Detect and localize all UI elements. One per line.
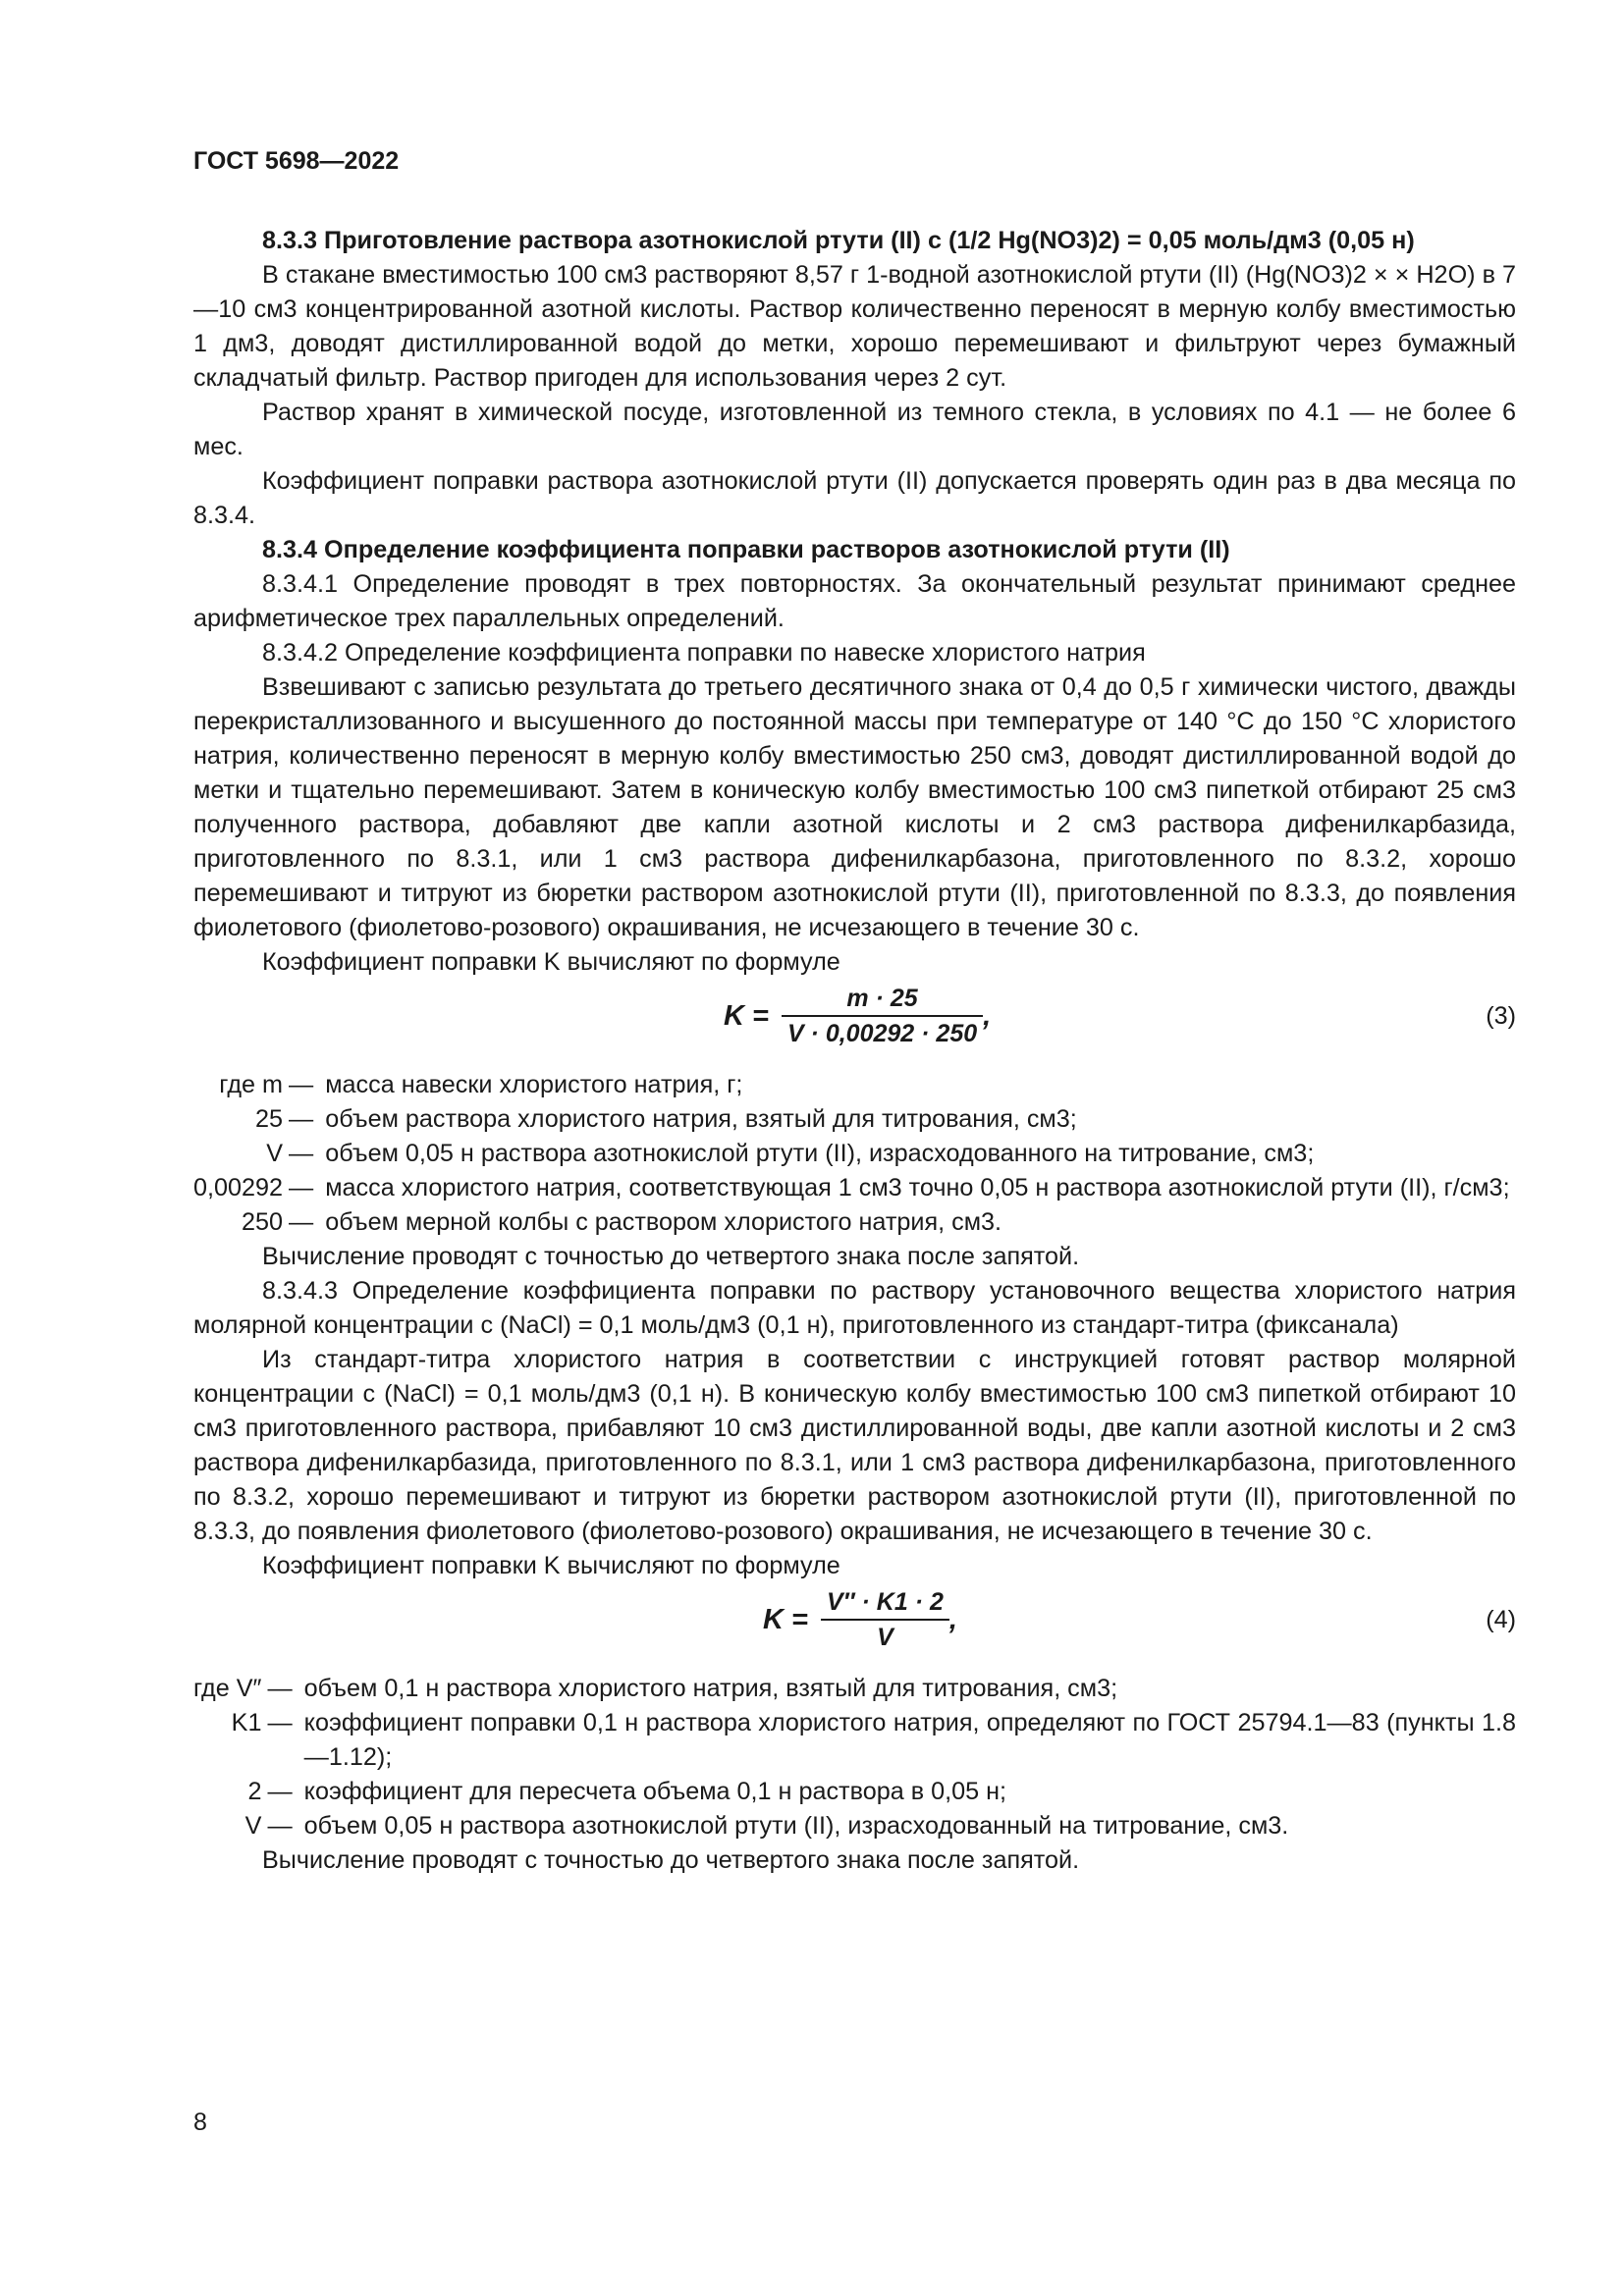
section-833-title — [193, 224, 1516, 258]
legend-dash: — — [267, 1778, 293, 1805]
legend-row — [193, 1205, 1510, 1240]
section-833-para-1: В стакане вместимостью 100 см3 растворяют 8,57 г 1-водной азотнокислой ртути (II) (Hg(NO3)2 × × H2O) в 7—10 см3 концентрированной азотной кислоты. Раствор количественно переносят в мерную колбу вместимостью 1 дм3, доводят дистиллированной водой до метки, хорошо перемешивают и фильтруют через бумажный складчатый фильтр. Раствор пригоден для использования через 2 сут. — [193, 261, 1516, 392]
legend-dash: — — [289, 1208, 314, 1236]
formula-4-legend — [193, 1672, 1516, 1843]
precision-note-2: Вычисление проводят с точностью до четвертого знака после запятой. — [262, 1846, 1080, 1874]
legend-symbol: 250 — [242, 1208, 284, 1236]
legend-row — [193, 1809, 1516, 1843]
legend-symbol: V — [266, 1140, 284, 1167]
section-8342-title: 8.3.4.2 Определение коэффициента поправки по навеске хлористого натрия — [262, 639, 1146, 667]
formula-4-intro: Коэффициент поправки K вычисляют по формуле — [262, 1552, 840, 1579]
formula-3-fraction — [782, 984, 983, 1048]
formula-4-numerator: V″ · K1 · 2 — [821, 1587, 949, 1621]
formula-3 — [724, 984, 991, 1048]
legend-definition: объем раствора хлористого натрия, взятый для титрования, см3; — [325, 1105, 1077, 1133]
precision-note-1: Вычисление проводят с точностью до четвертого знака после запятой. — [262, 1243, 1080, 1270]
formula-4-comma: , — [948, 1603, 957, 1635]
formula-3-comma: , — [983, 999, 992, 1032]
document-header: ГОСТ 5698—2022 — [193, 147, 400, 175]
legend-dash: — — [267, 1709, 293, 1736]
legend-dash: — — [289, 1140, 314, 1167]
section-834-title: 8.3.4 Определение коэффициента поправки растворов азотнокислой ртути (II) — [262, 536, 1230, 563]
legend-row — [193, 1171, 1510, 1205]
formula-3-numerator: m · 25 — [782, 984, 983, 1017]
section-8341-para: 8.3.4.1 Определение проводят в трех повторностях. За окончательный результат принимают среднее арифметическое трех параллельных определений. — [193, 570, 1516, 632]
legend-definition: объем 0,1 н раствора хлористого натрия, взятый для титрования, см3; — [303, 1675, 1118, 1702]
legend-symbol: где m — [219, 1071, 284, 1098]
section-833-title-text: 8.3.3 Приготовление раствора азотнокислой ртути (II) c (1/2 Hg(NO3)2) = 0,05 моль/дм3 (0,05 н) — [262, 227, 1415, 254]
section-833-para-3: Коэффициент поправки раствора азотнокислой ртути (II) допускается проверять один раз в два месяца по 8.3.4. — [193, 467, 1516, 529]
formula-3-legend — [193, 1068, 1510, 1240]
legend-row — [193, 1672, 1516, 1706]
section-8343-para: Из стандарт-титра хлористого натрия в соответствии с инструкцией готовят раствор молярной концентрации c (NaCl) = 0,1 моль/дм3 (0,1 н). В коническую колбу вместимостью 100 см3 пипеткой отбирают 10 см3 приготовленного раствора, прибавляют 10 см3 дистиллированной воды, две капли азотной кислоты и 2 см3 раствора дифенилкарбазида, приготовленного по 8.3.1, или 1 см3 раствора дифенилкарбазона, приготовленного по 8.3.2, хорошо перемешивают и титруют из бюретки раствором азотнокислой ртути (II), приготовленной по 8.3.3, до появления фиолетового (фиолетово-розового) окрашивания, не исчезающего в течение 30 с. — [193, 1346, 1516, 1545]
formula-3-number: (3) — [1486, 1002, 1516, 1030]
document-body — [193, 224, 1516, 1878]
legend-dash: — — [267, 1675, 293, 1702]
formula-4-number: (4) — [1486, 1606, 1516, 1633]
legend-row — [193, 1137, 1510, 1171]
legend-symbol: 25 — [255, 1105, 284, 1133]
formula-4-fraction — [821, 1587, 949, 1652]
legend-dash: — — [267, 1812, 293, 1840]
page-number: 8 — [193, 2109, 207, 2136]
legend-symbol: 0,00292 — [193, 1174, 284, 1201]
legend-definition: коэффициент для пересчета объема 0,1 н раствора в 0,05 н; — [303, 1778, 1007, 1805]
section-833-para-2: Раствор хранят в химической посуде, изготовленной из темного стекла, в условиях по 4.1 — не более 6 мес. — [193, 399, 1516, 460]
formula-3-lhs: K = — [724, 999, 769, 1032]
legend-dash: — — [289, 1071, 314, 1098]
legend-dash: — — [289, 1105, 314, 1133]
formula-4-row — [193, 1587, 1516, 1656]
formula-3-intro: Коэффициент поправки K вычисляют по формуле — [262, 948, 840, 976]
formula-4-lhs: K = — [763, 1603, 808, 1635]
formula-4-denominator: V — [877, 1624, 893, 1651]
legend-row — [193, 1068, 1510, 1102]
legend-symbol: 2 — [247, 1778, 262, 1805]
legend-row — [193, 1775, 1516, 1809]
legend-symbol: K1 — [231, 1709, 262, 1736]
formula-4 — [763, 1587, 957, 1652]
section-8343-title: 8.3.4.3 Определение коэффициента поправки по раствору установочного вещества хлористого натрия молярной концентрации c (NaCl) = 0,1 моль/дм3 (0,1 н), приготовленного из стандарт-титра (фиксанала) — [193, 1277, 1516, 1339]
legend-symbol: V — [244, 1812, 262, 1840]
legend-row — [193, 1102, 1510, 1137]
legend-definition: масса навески хлористого натрия, г; — [325, 1071, 743, 1098]
legend-definition: объем мерной колбы с раствором хлористого натрия, см3. — [325, 1208, 1002, 1236]
section-8342-para: Взвешивают с записью результата до третьего десятичного знака от 0,4 до 0,5 г химически чистого, дважды перекристаллизованного и высушенного до постоянной массы при температуре от 140 °С до 150 °С хлористого натрия, количественно переносят в мерную колбу вместимостью 250 см3, доводят дистиллированной водой до метки и тщательно перемешивают. Затем в коническую колбу вместимостью 100 см3 пипеткой отбирают 25 см3 полученного раствора, добавляют две капли азотной кислоты и 2 см3 раствора дифенилкарбазида, приготовленного по 8.3.1, или 1 см3 раствора дифенилкарбазона, приготовленного по 8.3.2, хорошо перемешивают и титруют из бюретки раствором азотнокислой ртути (II), приготовленной по 8.3.3, до появления фиолетового (фиолетово-розового) окрашивания, не исчезающего в течение 30 с. — [193, 673, 1516, 941]
legend-dash: — — [289, 1174, 314, 1201]
legend-definition: объем 0,05 н раствора азотнокислой ртути (II), израсходованный на титрование, см3. — [303, 1812, 1289, 1840]
legend-symbol: где V″ — [193, 1675, 262, 1702]
formula-3-denominator: V · 0,00292 · 250 — [786, 1020, 978, 1047]
legend-row — [193, 1706, 1516, 1775]
legend-definition: объем 0,05 н раствора азотнокислой ртути (II), израсходованного на титрование, см3; — [325, 1140, 1315, 1167]
legend-definition: коэффициент поправки 0,1 н раствора хлористого натрия, определяют по ГОСТ 25794.1—83 (пункты 1.8—1.12); — [303, 1709, 1516, 1771]
formula-3-row — [193, 984, 1516, 1052]
legend-definition: масса хлористого натрия, соответствующая 1 см3 точно 0,05 н раствора азотнокислой ртути (II), г/см3; — [325, 1174, 1510, 1201]
